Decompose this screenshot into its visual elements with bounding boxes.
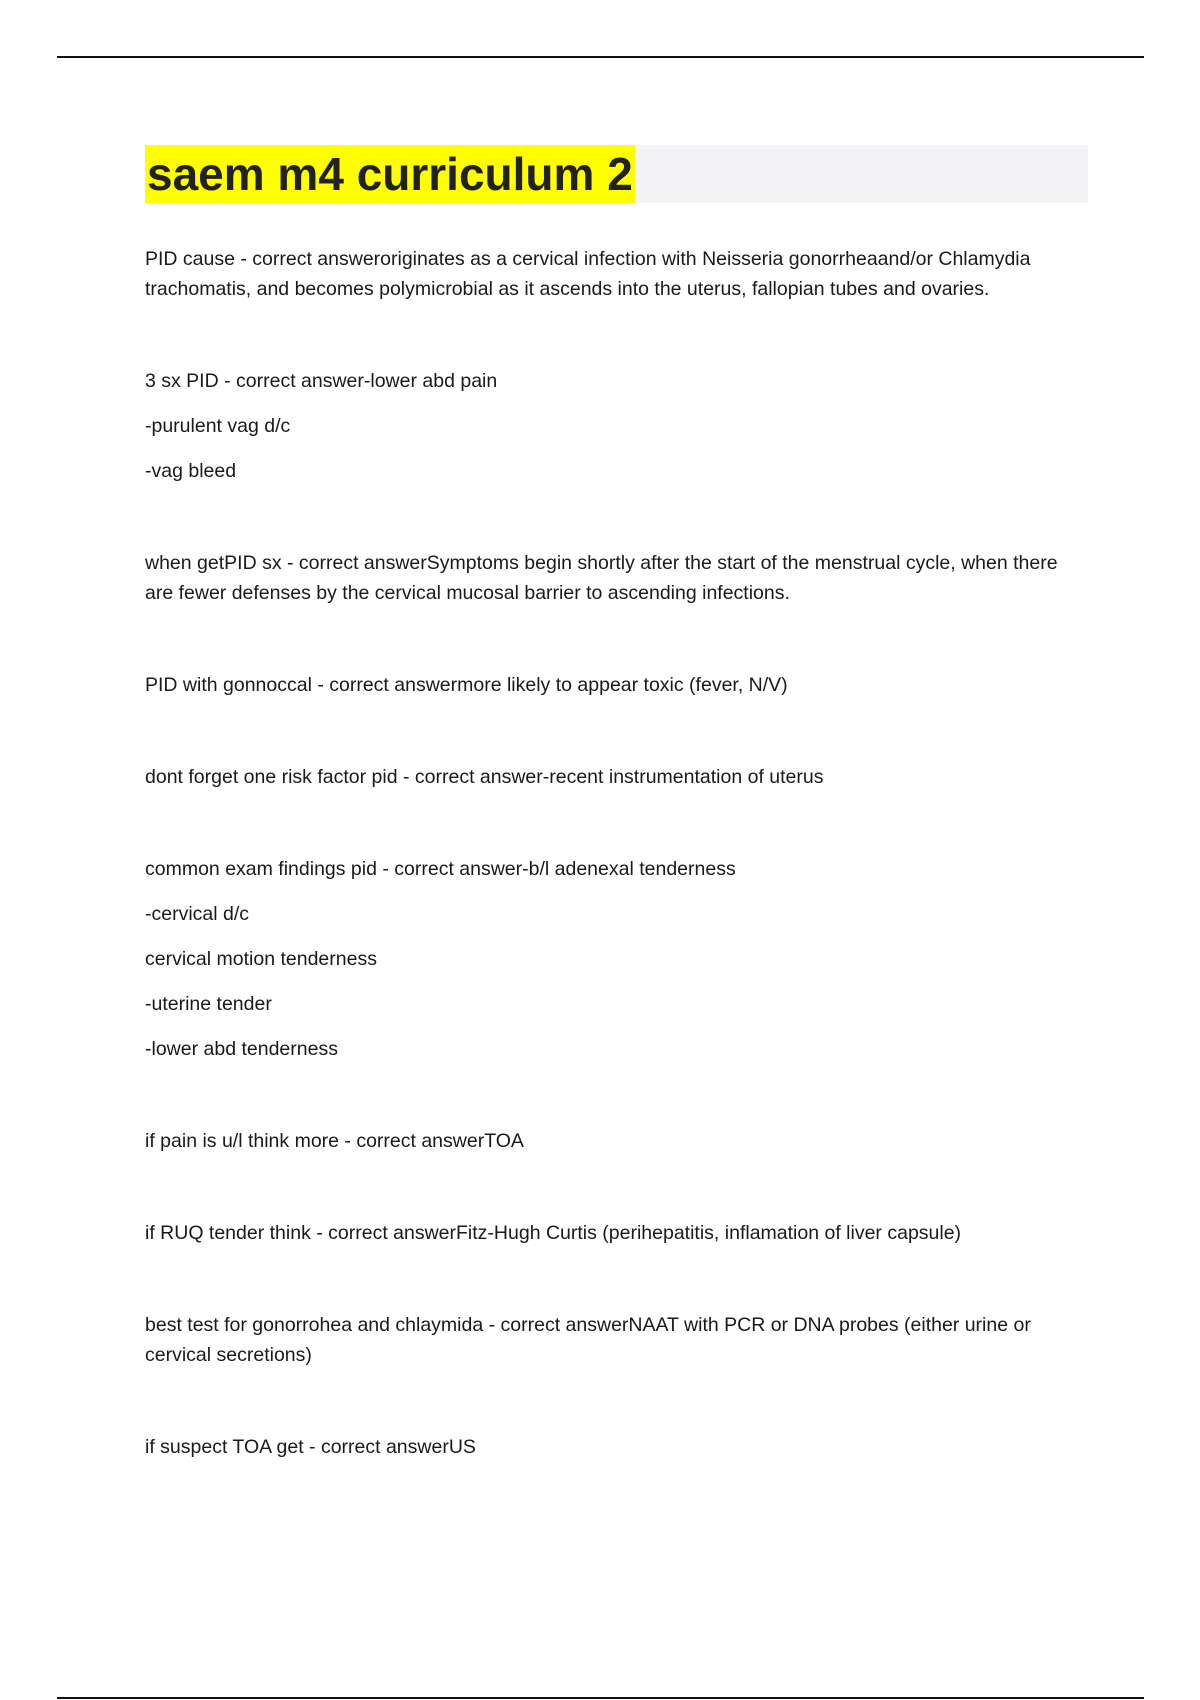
card-list-item: -cervical d/c (145, 903, 250, 925)
flashcard-pid-cause (145, 244, 1085, 304)
flashcard-pid-gonococcal (145, 670, 1085, 700)
title-bar (145, 145, 1088, 203)
document-title: saem m4 curriculum 2 (145, 145, 635, 203)
card-text: best test for gonorrohea and chlaymida - correct answerNAAT with PCR or DNA probes (either urine or cervical secretions) (145, 1314, 1031, 1366)
card-list-item: -purulent vag d/c (145, 415, 291, 437)
card-list-item: cervical motion tenderness (145, 948, 377, 970)
card-text: 3 sx PID - correct answer-lower abd pain (145, 370, 498, 392)
card-text: if pain is u/l think more - correct answerTOA (145, 1130, 524, 1152)
card-list-item: -lower abd tenderness (145, 1038, 338, 1060)
flashcard-suspect-toa (145, 1432, 1085, 1462)
flashcard-when-get-pid-sx (145, 548, 1085, 608)
bottom-rule (57, 1697, 1144, 1699)
flashcard-unilateral-pain (145, 1126, 1085, 1156)
flashcard-3-sx-pid (145, 366, 1085, 486)
card-text: if RUQ tender think - correct answerFitz-Hugh Curtis (perihepatitis, inflamation of liver capsule) (145, 1222, 962, 1244)
card-text: common exam findings pid - correct answer-b/l adenexal tenderness (145, 858, 736, 880)
flashcard-ruq-tender (145, 1218, 1085, 1248)
document-body (145, 244, 1085, 1524)
card-list-item: -vag bleed (145, 460, 237, 482)
card-text: when getPID sx - correct answerSymptoms begin shortly after the start of the menstrual cycle, when there are fewer defenses by the cervical mucosal barrier to ascending infections. (145, 552, 1058, 604)
card-text: dont forget one risk factor pid - correct answer-recent instrumentation of uterus (145, 766, 824, 788)
flashcard-exam-findings (145, 854, 1085, 1064)
top-rule (57, 56, 1144, 58)
card-list-item: -uterine tender (145, 993, 272, 1015)
card-text: if suspect TOA get - correct answerUS (145, 1436, 476, 1458)
card-text: PID cause - correct answeroriginates as a cervical infection with Neisseria gonorrheaand/or Chlamydia trachomatis, and becomes polymicrobial as it ascends into the uterus, fallopian tubes and ovaries. (145, 248, 1031, 300)
flashcard-risk-factor (145, 762, 1085, 792)
card-text: PID with gonnoccal - correct answermore likely to appear toxic (fever, N/V) (145, 674, 788, 696)
flashcard-best-test (145, 1310, 1085, 1370)
